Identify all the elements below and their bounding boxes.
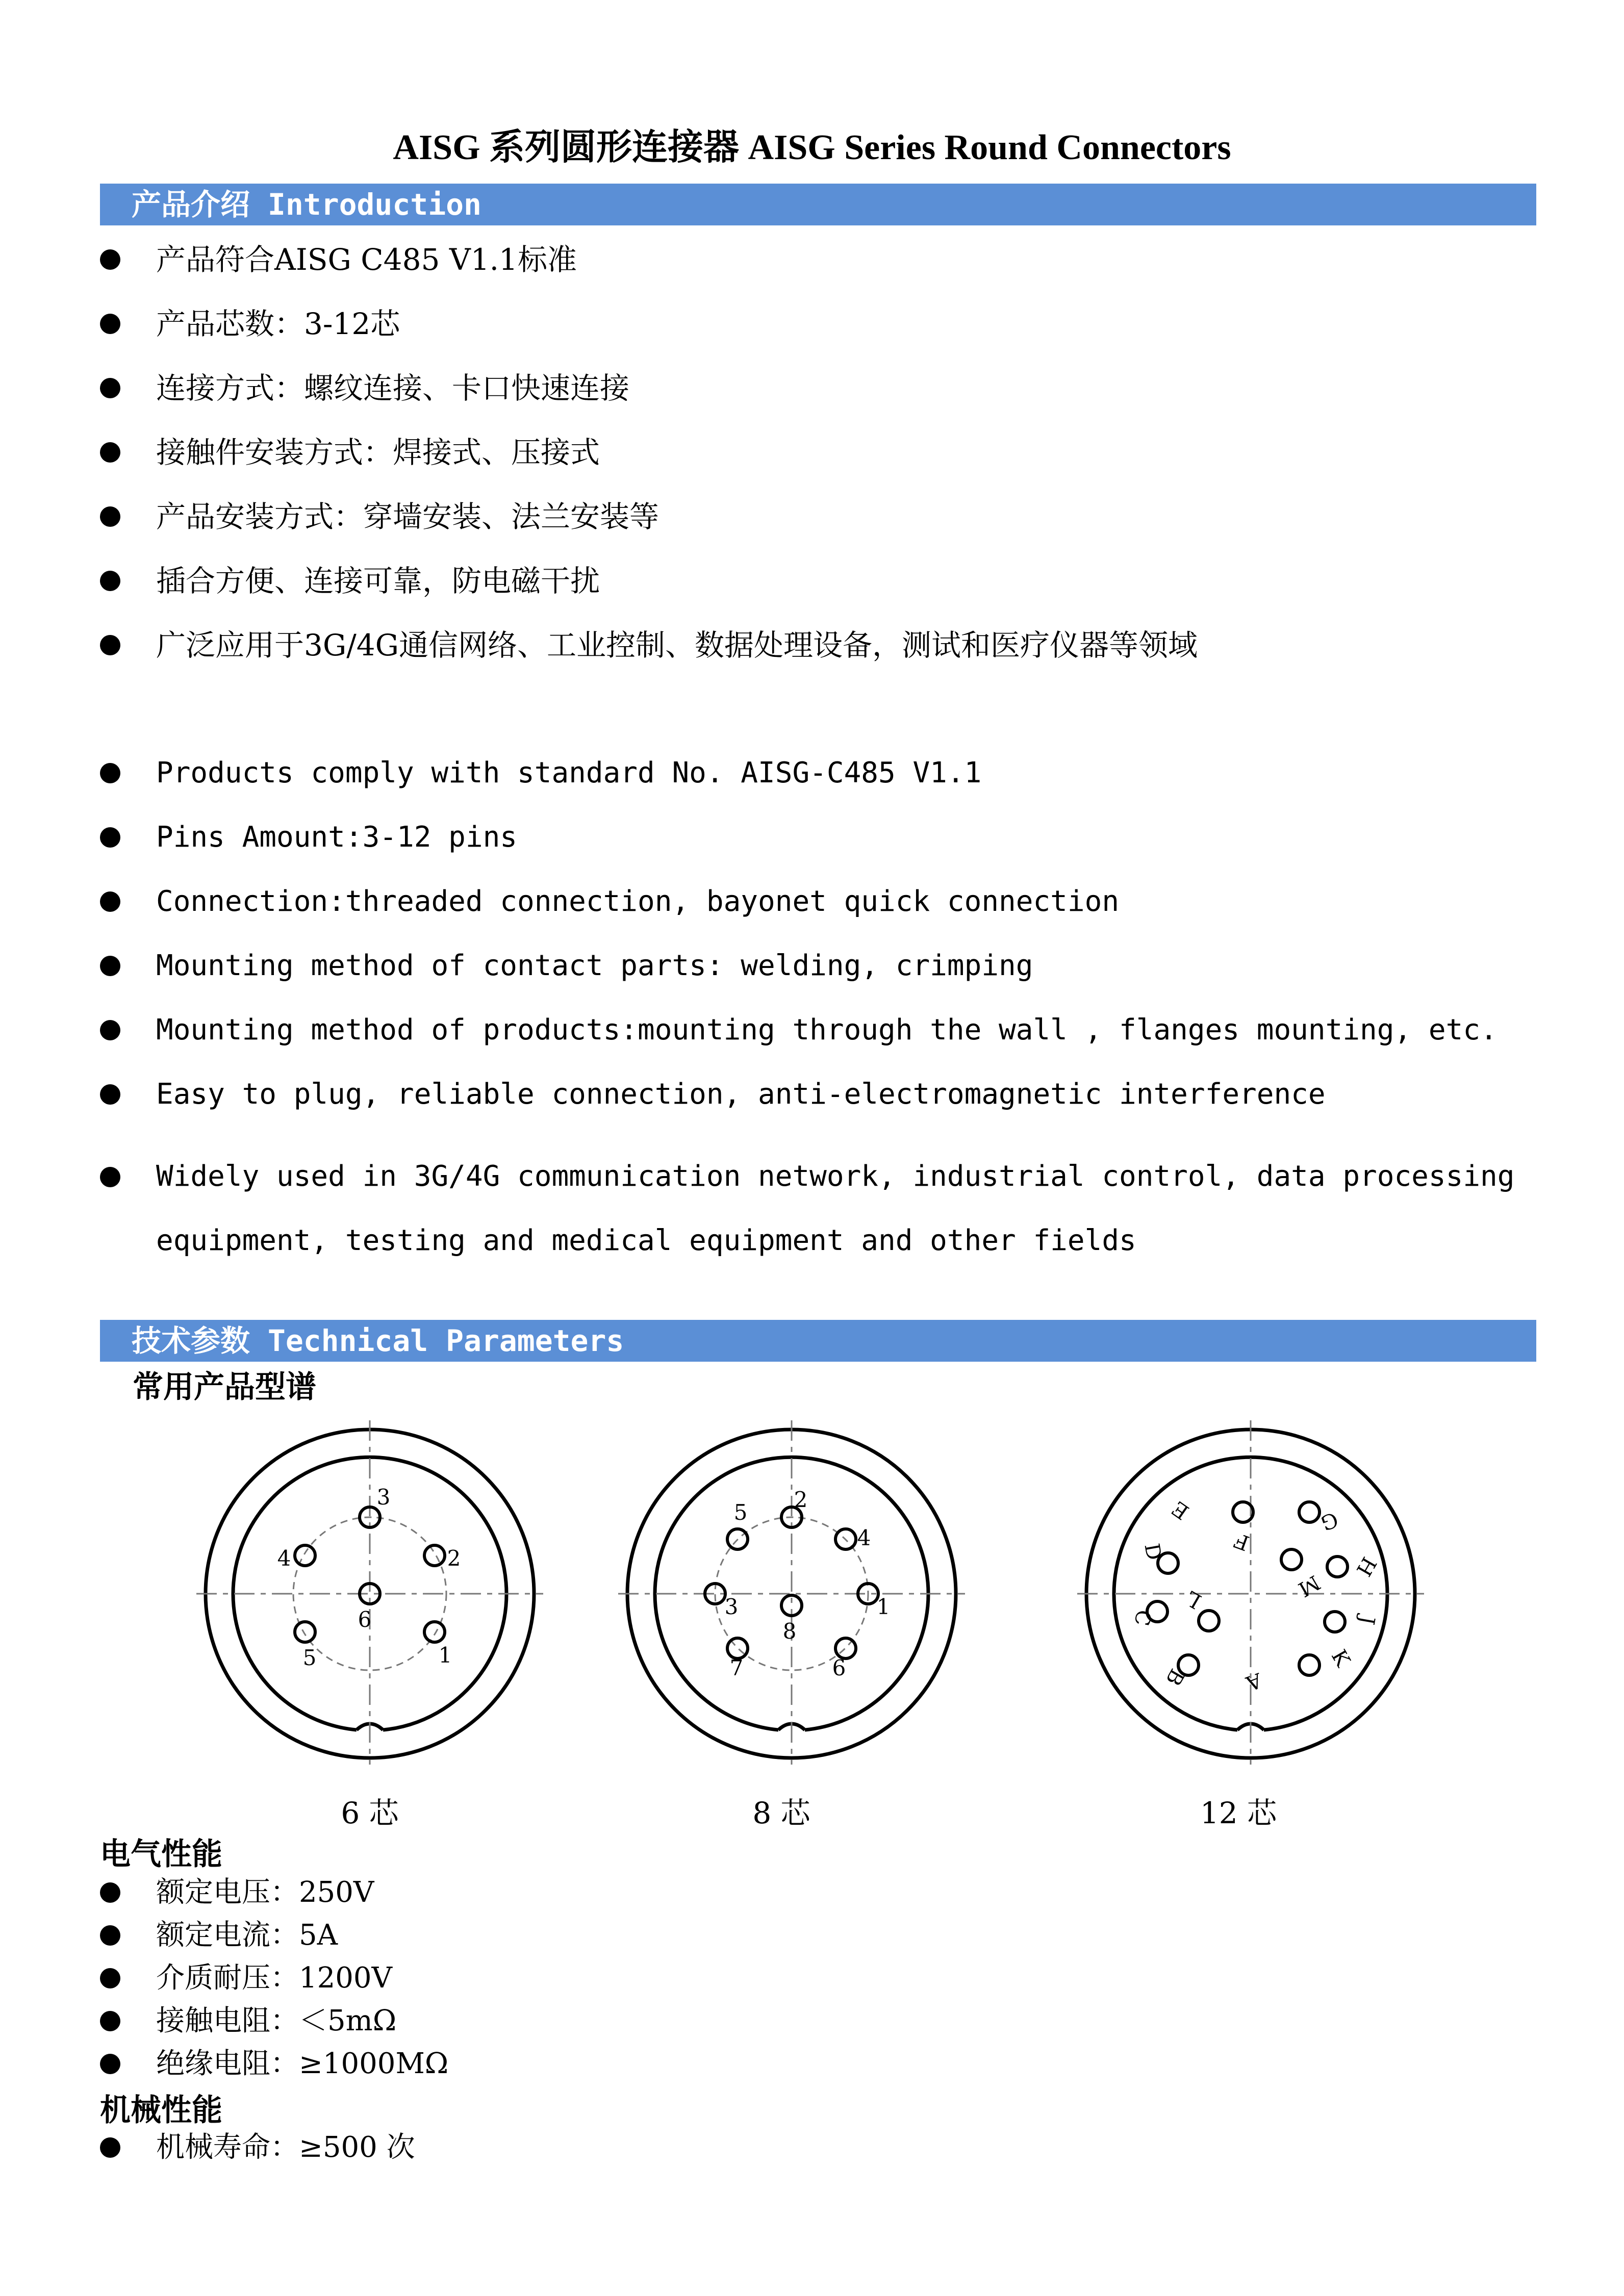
electrical-list bbox=[100, 1878, 1536, 2093]
bullet-icon bbox=[100, 1020, 120, 1040]
intro-section-header: 产品介绍 Introduction bbox=[100, 184, 1536, 225]
pin-label: 7 bbox=[729, 1655, 744, 1680]
connector-12-pin-diagram bbox=[1077, 1418, 1424, 1775]
list-item: 产品芯数：3-12芯 bbox=[100, 309, 1536, 373]
bullet-icon bbox=[100, 956, 120, 976]
pin-label: 3 bbox=[724, 1594, 739, 1619]
pin-label: 5 bbox=[733, 1500, 748, 1525]
bullet-icon bbox=[100, 1084, 120, 1105]
list-item: 接触件安装方式：焊接式、压接式 bbox=[100, 438, 1536, 502]
diagram-label-12-pin: 12 芯 bbox=[1200, 1796, 1277, 1830]
bullet-icon bbox=[100, 763, 120, 783]
pin-label: 5 bbox=[302, 1645, 317, 1670]
pin-label: 2 bbox=[447, 1546, 461, 1571]
list-item: Pins Amount:3-12 pins bbox=[100, 823, 1536, 887]
pin-label: H bbox=[1351, 1552, 1381, 1580]
list-item: Connection:threaded connection, bayonet quick connection bbox=[100, 887, 1536, 952]
list-item: 介质耐压：1200V bbox=[100, 1964, 1536, 2007]
intro-cn-list bbox=[100, 242, 1536, 695]
bullet-icon bbox=[100, 891, 120, 912]
pin-label: 2 bbox=[794, 1487, 808, 1512]
pin-label: A bbox=[1243, 1668, 1265, 1695]
intro-en-list bbox=[100, 756, 1536, 1273]
pin-label: 8 bbox=[782, 1619, 797, 1644]
pin-label: L bbox=[1182, 1586, 1206, 1613]
list-item: 连接方式：螺纹连接、卡口快速连接 bbox=[100, 373, 1536, 438]
bullet-icon bbox=[100, 1925, 120, 1946]
list-item: Products comply with standard No. AISG-C485 V1.1 bbox=[100, 759, 1536, 823]
pin-label: 4 bbox=[857, 1525, 871, 1550]
pin-label: 4 bbox=[277, 1546, 291, 1571]
pin-label: 1 bbox=[438, 1643, 452, 1668]
diagram-label-8-pin: 8 芯 bbox=[752, 1796, 810, 1830]
list-item: 机械寿命：≥500 次 bbox=[100, 2133, 1536, 2176]
pin-label: J bbox=[1354, 1614, 1379, 1627]
pin-label: F bbox=[1231, 1527, 1253, 1555]
bullet-icon bbox=[100, 1882, 120, 1903]
bullet-icon bbox=[100, 314, 120, 334]
diagram-label-6-pin: 6 芯 bbox=[341, 1796, 399, 1830]
pin-label: M bbox=[1294, 1570, 1324, 1601]
list-item: 额定电压：250V bbox=[100, 1878, 1536, 1921]
mechanical-heading: 机械性能 bbox=[100, 2093, 222, 2128]
list-item: Easy to plug, reliable connection, anti-electromagnetic interference bbox=[100, 1080, 1536, 1144]
bullet-icon bbox=[100, 442, 120, 463]
pin-label: 1 bbox=[876, 1594, 891, 1619]
mechanical-list bbox=[100, 2133, 1536, 2176]
bullet-icon bbox=[100, 2054, 120, 2074]
bullet-icon bbox=[100, 2011, 120, 2031]
bullet-icon bbox=[100, 1968, 120, 1988]
pin-label: K bbox=[1326, 1646, 1355, 1671]
tech-section-header: 技术参数 Technical Parameters bbox=[100, 1320, 1536, 1362]
connector-8-pin-diagram bbox=[618, 1418, 965, 1775]
list-item: Mounting method of products:mounting through the wall , flanges mounting, etc. bbox=[100, 1016, 1536, 1080]
list-item: 绝缘电阻：≥1000MΩ bbox=[100, 2050, 1536, 2093]
list-item: 产品符合AISG C485 V1.1标准 bbox=[100, 245, 1536, 309]
bullet-icon bbox=[100, 378, 120, 398]
list-item: Widely used in 3G/4G communication network, industrial control, data processing equipment, testing and medical equipment and other fields bbox=[100, 1144, 1536, 1273]
pin-label: B bbox=[1160, 1665, 1189, 1690]
pin-label: 6 bbox=[358, 1607, 372, 1632]
list-item: Mounting method of contact parts: welding, crimping bbox=[100, 952, 1536, 1016]
bullet-icon bbox=[100, 571, 120, 591]
pin-label: 6 bbox=[832, 1655, 846, 1680]
bullet-icon bbox=[100, 635, 120, 655]
page-title: AISG 系列圆形连接器 AISG Series Round Connectors bbox=[393, 128, 1231, 167]
pin-label: 3 bbox=[376, 1485, 391, 1510]
bullet-icon bbox=[100, 506, 120, 527]
pin-label: D bbox=[1139, 1541, 1166, 1562]
bullet-icon bbox=[100, 2137, 120, 2158]
list-item: 插合方便、连接可靠，防电磁干扰 bbox=[100, 566, 1536, 630]
connector-6-pin-diagram bbox=[196, 1418, 543, 1775]
list-item: 接触电阻：＜5mΩ bbox=[100, 2007, 1536, 2050]
bullet-icon bbox=[100, 1167, 120, 1187]
electrical-heading: 电气性能 bbox=[100, 1836, 222, 1872]
bullet-icon bbox=[100, 827, 120, 848]
models-heading: 常用产品型谱 bbox=[133, 1369, 316, 1405]
list-item: 产品安装方式：穿墙安装、法兰安装等 bbox=[100, 502, 1536, 566]
pin-label: G bbox=[1317, 1507, 1341, 1535]
pin-label: E bbox=[1168, 1496, 1194, 1524]
list-item: 广泛应用于3G/4G通信网络、工业控制、数据处理设备，测试和医疗仪器等领域 bbox=[100, 630, 1536, 695]
bullet-icon bbox=[100, 249, 120, 270]
pin-label: C bbox=[1129, 1608, 1156, 1628]
list-item: 额定电流：5A bbox=[100, 1921, 1536, 1964]
